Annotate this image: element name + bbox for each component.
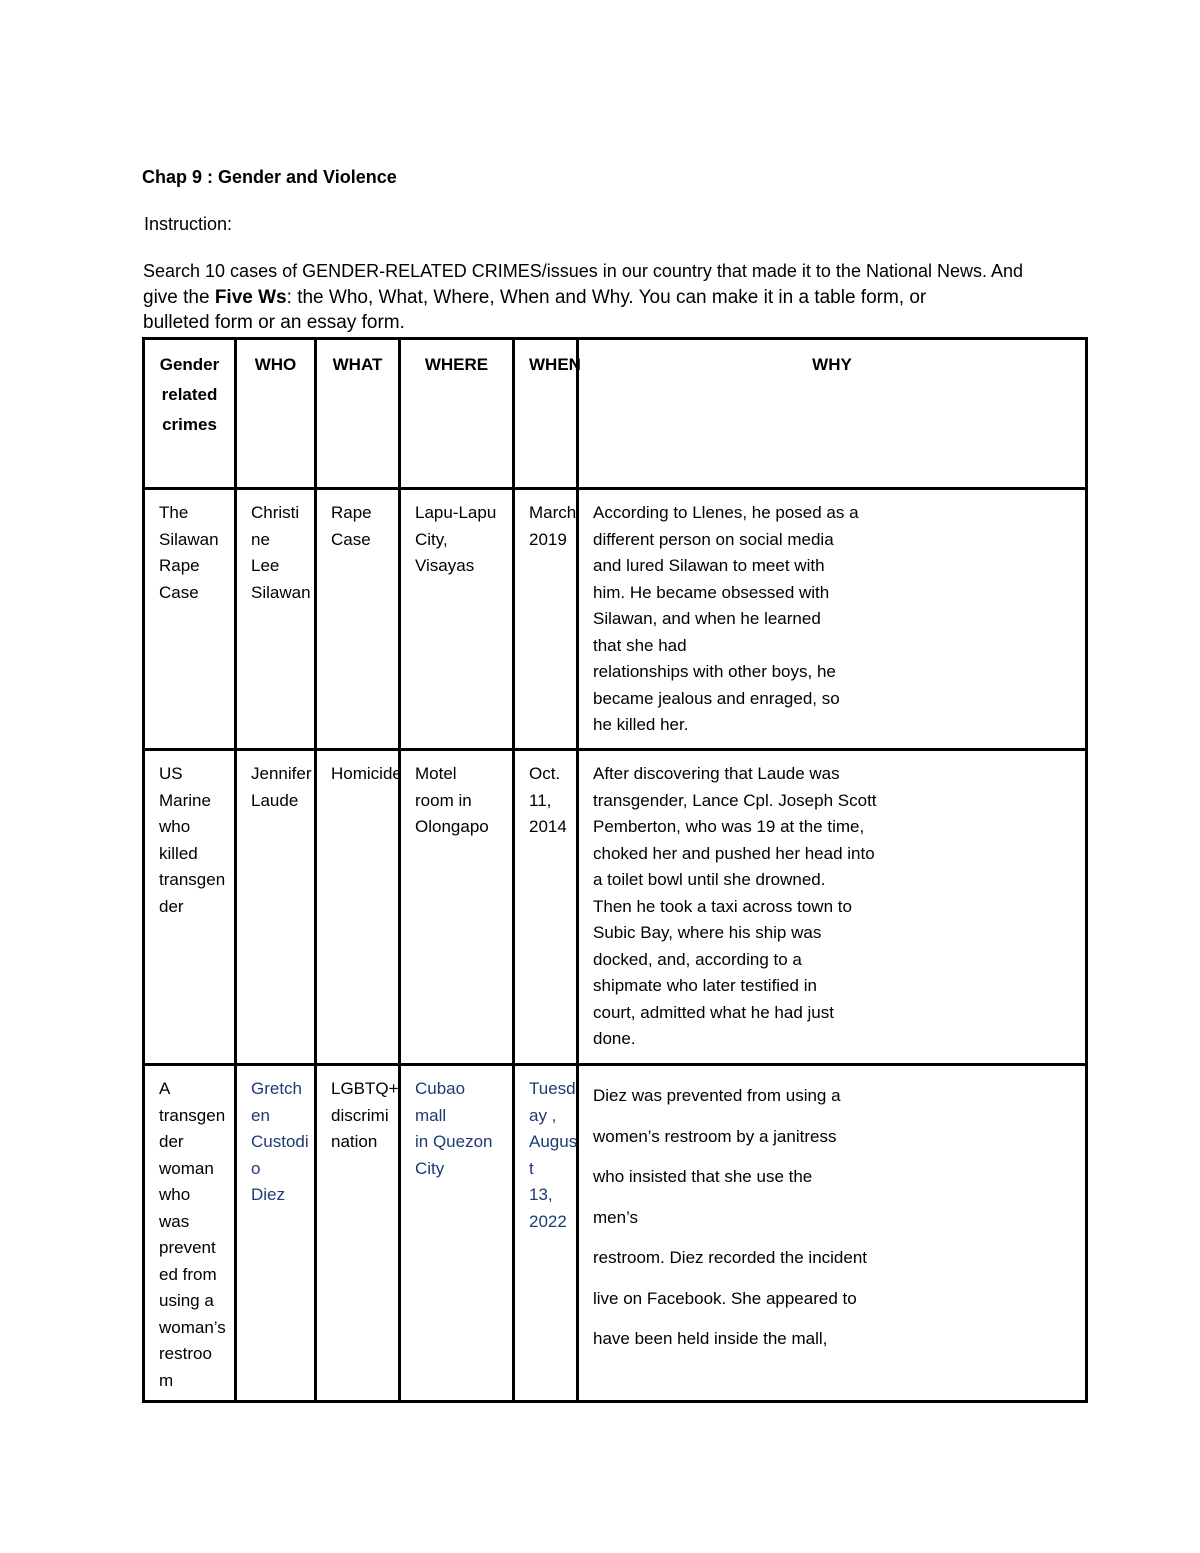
cell-crime: The Silawan Rape Case (144, 489, 236, 750)
table-row (144, 1065, 1087, 1402)
five-ws-emphasis: Five Ws (214, 287, 287, 308)
instruction-line-1: Search 10 cases of GENDER-RELATED CRIMES/issues in our country that made it to the National News. And (143, 261, 1024, 281)
table-row (144, 489, 1087, 750)
cell-why: Diez was prevented from using a women’s restroom by a janitress who insisted that she use the men’s restroom. Diez recorded the incident live on Facebook. She appeared to have been held inside the mall, (578, 1065, 1087, 1402)
cell-when: Tuesd ay , Augus t 13, 2022 (514, 1065, 578, 1402)
header-why: WHY (578, 339, 1087, 489)
instruction-line-3: bulleted form or an essay form. (143, 312, 405, 333)
cell-when: Oct. 11, 2014 (514, 750, 578, 1065)
page-title: Chap 9 : Gender and Violence (142, 167, 397, 187)
cell-what: LGBTQ+ discrimi nation (316, 1065, 400, 1402)
cell-why: After discovering that Laude was transgender, Lance Cpl. Joseph Scott Pemberton, who was 19 at the time, choked her and pushed her head into a toilet bowl until she drowned. Then he took a taxi across town to Subic Bay, where his ship was docked, and, according to a shipmate who later testified in court, admitted what he had just done. (578, 750, 1087, 1065)
cell-crime: A transgen der woman who was prevent ed from using a woman’s restroo m (144, 1065, 236, 1402)
cell-what: Homicide (316, 750, 400, 1065)
header-gender-related-crimes: Gender related crimes (144, 339, 236, 489)
instruction-label: Instruction: (144, 214, 233, 234)
cell-why: According to Llenes, he posed as a different person on social media and lured Silawan to meet with him. He became obsessed with Silawan, and when he learned that she had relationships with other boys, he became jealous and enraged, so he killed her. (578, 489, 1087, 750)
cell-who: Jennifer Laude (236, 750, 316, 1065)
instruction-line-2-rest: : the Who, What, Where, When and Why. You can make it in a table form, or (286, 287, 927, 308)
header-what: WHAT (316, 339, 400, 489)
table-header-row (144, 339, 1087, 489)
cell-what: Rape Case (316, 489, 400, 750)
instruction-line-2-prefix: give the (143, 287, 215, 308)
crimes-table (142, 337, 1088, 1403)
header-where: WHERE (400, 339, 514, 489)
cell-when: March 2019 (514, 489, 578, 750)
table-row (144, 750, 1087, 1065)
cell-where: Motel room in Olongapo (400, 750, 514, 1065)
cell-where: Lapu-Lapu City, Visayas (400, 489, 514, 750)
header-who: WHO (236, 339, 316, 489)
cell-who: Gretch en Custodi o Diez (236, 1065, 316, 1402)
instruction-line-2 (143, 285, 1063, 310)
instruction-text (143, 258, 1063, 336)
cell-where: Cubao mall in Quezon City (400, 1065, 514, 1402)
header-when: WHEN (514, 339, 578, 489)
cell-crime: US Marine who killed transgen der (144, 750, 236, 1065)
cell-who: Christi ne Lee Silawan (236, 489, 316, 750)
